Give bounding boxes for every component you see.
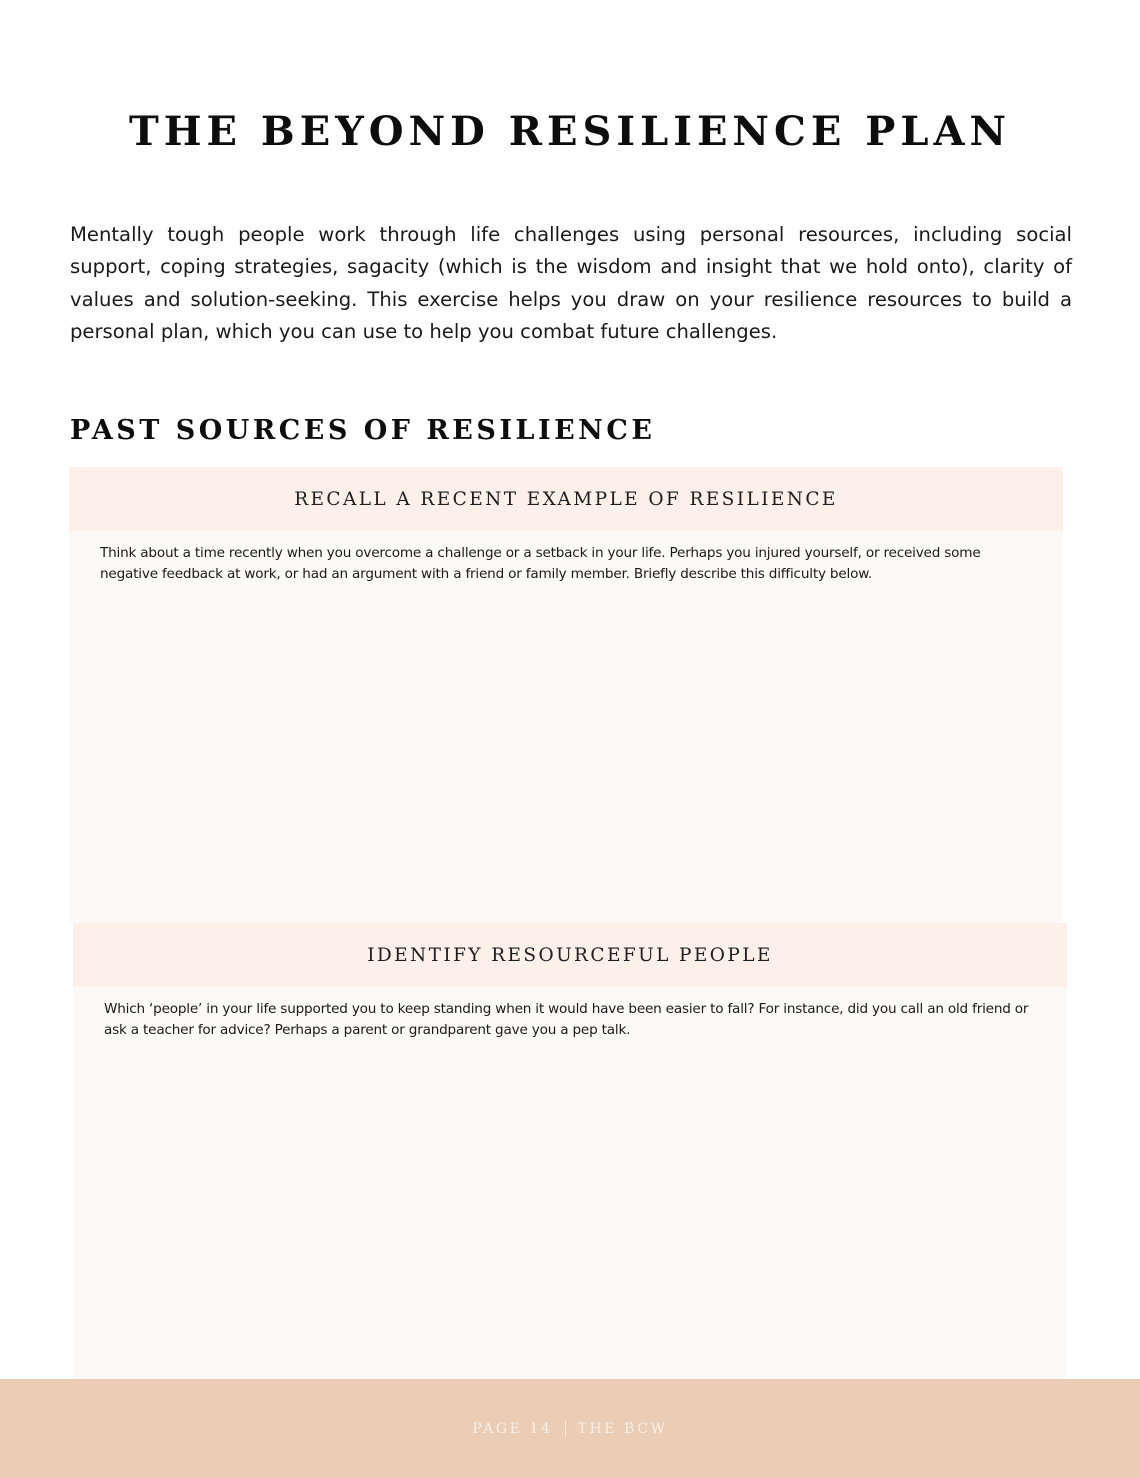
- answer-area[interactable]: [73, 1043, 1067, 1379]
- answer-area[interactable]: [69, 587, 1063, 923]
- card-prompt: Which ‘people’ in your life supported you to keep standing when it would have been easier to fall? For instance, did you call an old friend or ask a teacher for advice? Perhaps a parent or grandparent gave you a pep talk.: [104, 1001, 1029, 1038]
- resourceful-people-card: [73, 923, 1067, 1379]
- intro-paragraph: Mentally tough people work through life challenges using personal resources, including social support, coping strategies, sagacity (which is the wisdom and insight that we hold onto), clarity of values and solution-seeking. This exercise helps you draw on your resilience resources to build a personal plan, which you can use to help you combat future challenges.: [70, 223, 1072, 343]
- footer-brand: THE BCW: [577, 1420, 668, 1437]
- section-heading: PAST SOURCES OF RESILIENCE: [70, 415, 656, 446]
- footer-divider: [565, 1421, 566, 1437]
- page-title: THE BEYOND RESILIENCE PLAN: [128, 108, 1012, 155]
- footer-page-label: PAGE 14: [472, 1420, 553, 1437]
- page-footer: [0, 1379, 1140, 1478]
- card-header: IDENTIFY RESOURCEFUL PEOPLE: [73, 923, 1067, 987]
- recall-example-card: [69, 467, 1063, 923]
- card-prompt: Think about a time recently when you overcome a challenge or a setback in your life. Perhaps you injured yourself, or received some negative feedback at work, or had an argument with a friend or family member. Briefly describe this difficulty below.: [100, 545, 981, 582]
- card-header: RECALL A RECENT EXAMPLE OF RESILIENCE: [69, 467, 1063, 531]
